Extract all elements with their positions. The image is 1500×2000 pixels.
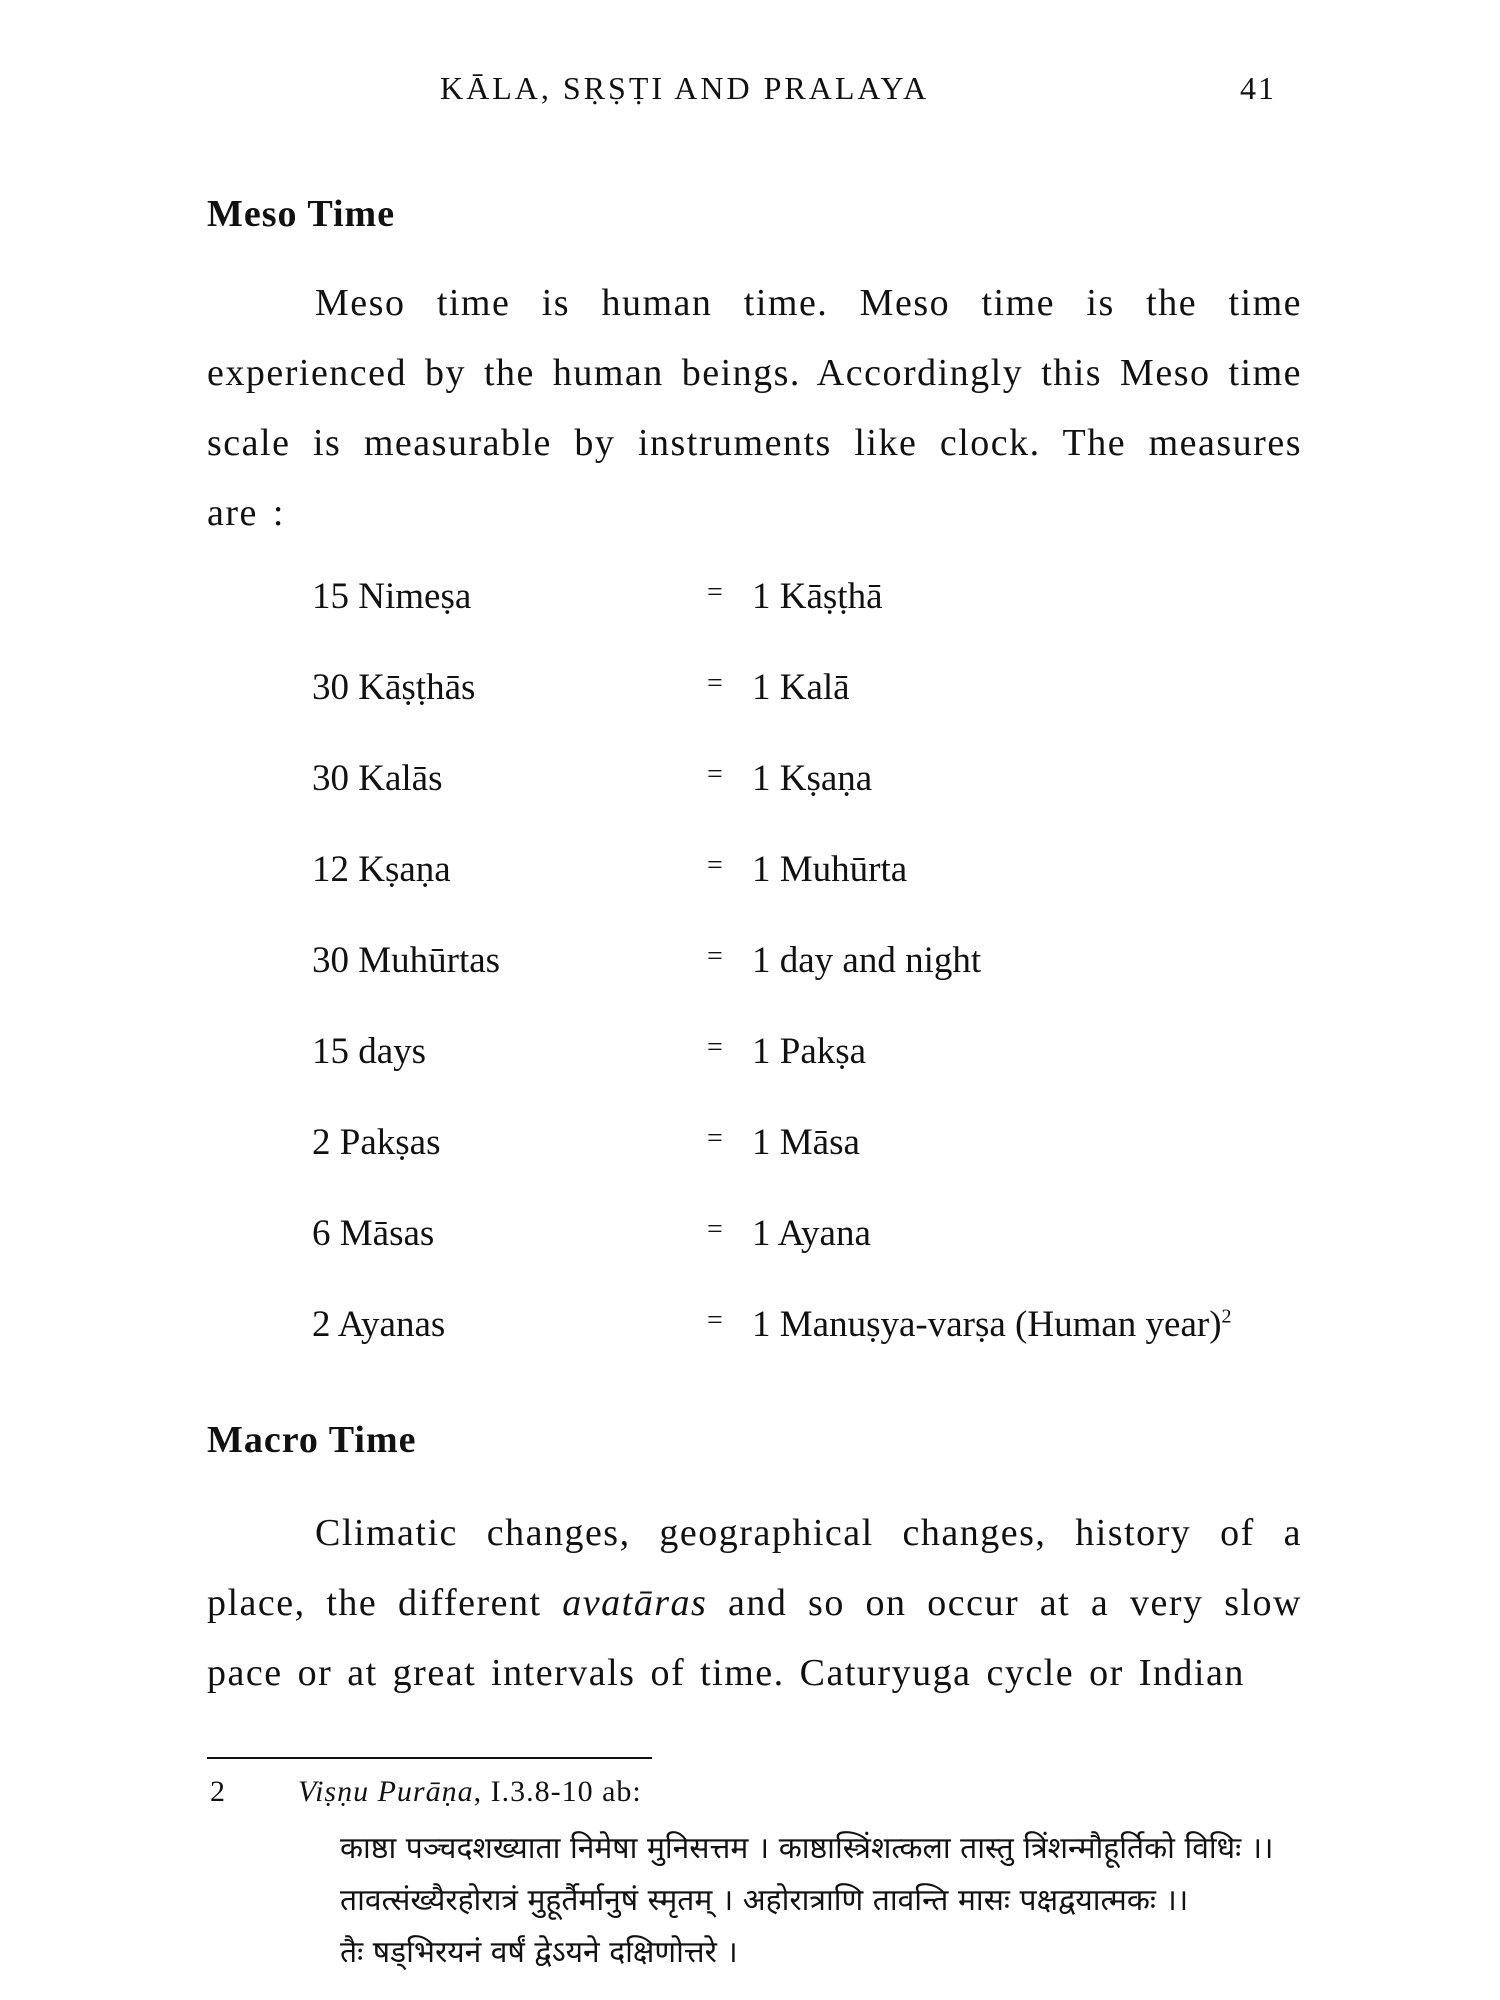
macro-time-paragraph: [207, 1498, 1302, 1708]
measure-lhs: 12 Kṣaṇa: [312, 849, 451, 890]
measure-row: [312, 1303, 1312, 1394]
equals-sign: =: [707, 759, 723, 790]
measure-lhs: 15 Nimeṣa: [312, 576, 472, 617]
paragraph-text: and so on occur at a very slow pace or at great intervals of time. Caturyuga cycle or Indian: [207, 1582, 1302, 1694]
equals-sign: =: [707, 1123, 723, 1154]
measure-row: [312, 1121, 1312, 1212]
footnote-divider: [207, 1757, 652, 1759]
meso-time-paragraph: Meso time is human time. Meso time is the time experienced by the human beings. Accordingly this Meso time scale is measurable by instruments like clock. The measures are :: [207, 282, 1302, 534]
measure-lhs: 2 Pakṣas: [312, 1122, 441, 1163]
footnote-ref: 2: [1221, 1305, 1232, 1328]
measure-lhs: 30 Kalās: [312, 758, 443, 799]
paragraph-text: Climatic changes, geographical changes, history of a place, the different: [207, 1512, 1302, 1624]
measure-rhs: 1 day and night: [752, 940, 982, 981]
measure-row: [312, 666, 1312, 757]
measure-row: [312, 575, 1312, 666]
sanskrit-verse-line: तावत्संख्यैरहोरात्रं मुहूर्तैर्मानुषं स्मृतम् । अहोरात्राणि तावन्ति मासः पक्षद्वयात्मकः ।।: [340, 1883, 1189, 1918]
measure-rhs: 1 Muhūrta: [752, 849, 908, 890]
measure-lhs: 30 Kāṣṭhās: [312, 667, 476, 708]
equals-sign: =: [707, 1305, 723, 1336]
equals-sign: =: [707, 1214, 723, 1245]
measure-row: [312, 1030, 1312, 1121]
footnote-source-ref: , I.3.8-10 ab:: [473, 1775, 642, 1808]
measure-row: [312, 757, 1312, 848]
measure-rhs: 1 Kṣaṇa: [752, 758, 873, 799]
equals-sign: =: [707, 1032, 723, 1063]
measure-rhs: 1 Ayana: [752, 1213, 871, 1254]
time-measures-table: [312, 575, 1312, 1394]
section-heading-macro-time: Macro Time: [207, 1419, 417, 1461]
measure-row: [312, 848, 1312, 939]
footnote-source: [298, 1775, 642, 1809]
measure-lhs: 30 Muhūrtas: [312, 940, 501, 981]
measure-rhs: 1 Kāṣṭhā: [752, 576, 883, 617]
equals-sign: =: [707, 941, 723, 972]
measure-row: [312, 939, 1312, 1030]
sanskrit-verse-line: तैः षड्भिरयनं वर्षं द्वेऽयने दक्षिणोत्तरे ।: [340, 1935, 738, 1970]
measure-lhs: 15 days: [312, 1031, 427, 1072]
equals-sign: =: [707, 668, 723, 699]
measure-rhs: 1 Pakṣa: [752, 1031, 867, 1072]
footnote-source-title: Viṣṇu Purāṇa: [298, 1775, 474, 1808]
measure-rhs: 1 Kalā: [752, 667, 850, 708]
equals-sign: =: [707, 577, 723, 608]
page-number: 41: [1240, 70, 1276, 106]
italic-term: avatāras: [562, 1582, 708, 1624]
measure-rhs-text: 1 Manuṣya-varṣa (Human year): [752, 1304, 1222, 1345]
measure-rhs: 1 Māsa: [752, 1122, 860, 1163]
sanskrit-verse-line: काष्ठा पञ्चदशख्याता निमेषा मुनिसत्तम । काष्ठास्त्रिंशत्कला तास्तु त्रिंशन्मौहूर्तिको विधिः ।।: [340, 1831, 1274, 1866]
measure-rhs-with-footnote: [752, 1303, 1232, 1346]
measure-row: [312, 1212, 1312, 1303]
footnote-number: 2: [210, 1775, 225, 1808]
measure-lhs: 6 Māsas: [312, 1213, 435, 1254]
running-title: KĀLA, SṚṢṬI AND PRALAYA: [440, 70, 930, 106]
measure-lhs: 2 Ayanas: [312, 1304, 446, 1345]
equals-sign: =: [707, 850, 723, 881]
section-heading-meso-time: Meso Time: [207, 193, 396, 235]
